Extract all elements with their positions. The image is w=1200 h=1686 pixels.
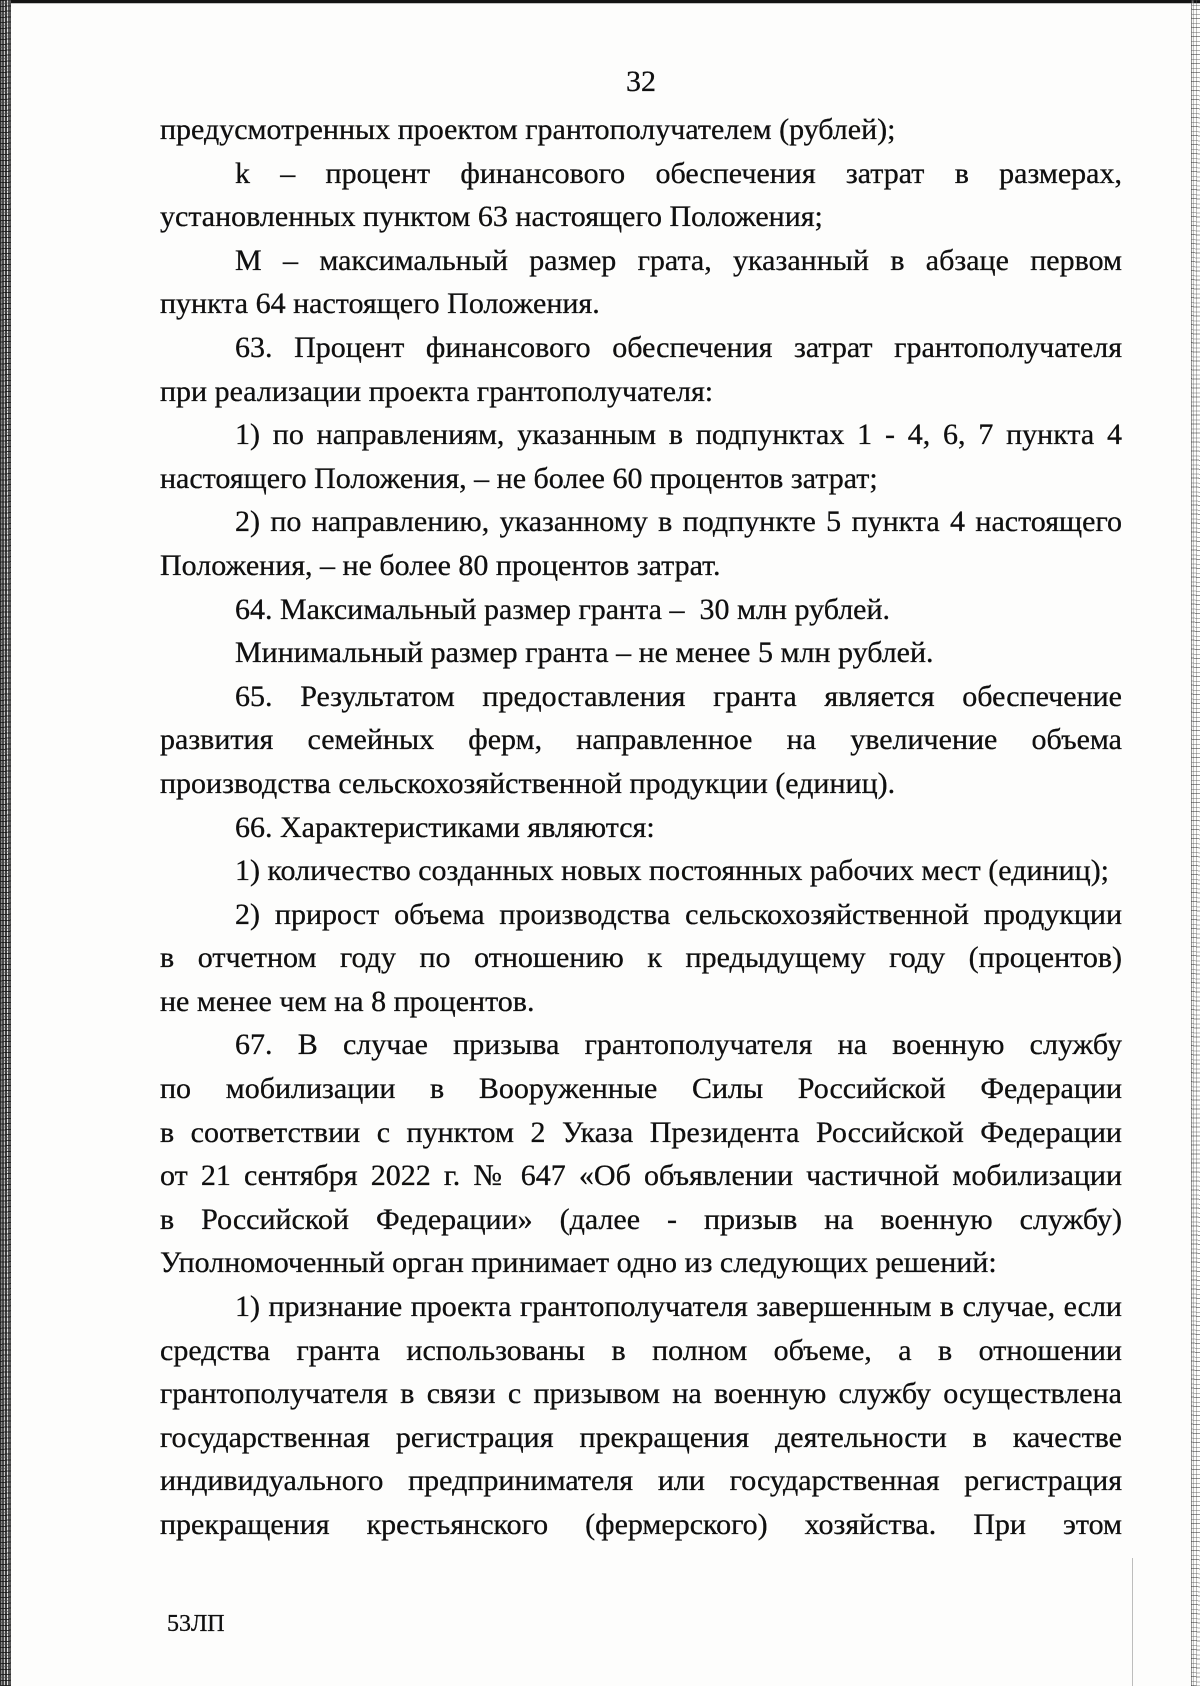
text-line: Положения, – не более 80 процентов затрат. <box>160 548 721 582</box>
text-line: 64. Максимальный размер гранта – 30 млн рублей. <box>235 592 891 626</box>
scan-artifact-top-line <box>0 0 1200 3</box>
text-line: производства сельскохозяйственной продукции (единиц). <box>160 766 896 800</box>
text-line: прекращения крестьянского (фермерского) хозяйства. При этом <box>160 1508 1122 1541</box>
text-line: 67. В случае призыва грантополучателя на военную службу <box>235 1028 1122 1062</box>
scan-artifact-right-edge <box>1191 0 1200 1686</box>
page-number: 32 <box>626 65 656 98</box>
text-line: 63. Процент финансового обеспечения затрат грантополучателя <box>235 330 1122 364</box>
text-line: 1) по направлениям, указанным в подпунктах 1 - 4, 6, 7 пункта 4 <box>235 418 1122 452</box>
text-line: установленных пунктом 63 настоящего Положения; <box>160 200 823 234</box>
text-line: Уполномоченный орган принимает одно из следующих решений: <box>160 1246 997 1280</box>
text-line: по мобилизации в Вооруженные Силы Российской Федерации <box>160 1072 1122 1106</box>
document-body <box>160 108 1122 1547</box>
text-line: в соответствии с пунктом 2 Указа Президента Российской Федерации <box>160 1115 1122 1149</box>
text-line: пункта 64 настоящего Положения. <box>160 287 600 321</box>
scan-artifact-fold-line <box>1132 1558 1133 1686</box>
text-line: в Российской Федерации» (далее - призыв на военную службу) <box>160 1202 1122 1236</box>
text-line: 2) по направлению, указанному в подпункте 5 пункта 4 настоящего <box>235 505 1122 539</box>
text-line: настоящего Положения, – не более 60 процентов затрат; <box>160 461 878 495</box>
text-line: 2) прирост объема производства сельскохозяйственной продукции <box>235 897 1122 931</box>
text-line: грантополучателя в связи с призывом на военную службу осуществлена <box>160 1377 1122 1411</box>
text-line: при реализации проекта грантополучателя: <box>160 374 714 408</box>
text-line: государственная регистрация прекращения деятельности в качестве <box>160 1420 1122 1454</box>
text-line: предусмотренных проектом грантополучателем (рублей); <box>160 113 896 146</box>
text-line: от 21 сентября 2022 г. № 647 «Об объявлении частичной мобилизации <box>160 1159 1122 1193</box>
text-line: k – процент финансового обеспечения затрат в размерах, <box>235 156 1122 190</box>
text-line: 1) признание проекта грантополучателя завершенным в случае, если <box>235 1290 1122 1324</box>
text-line: не менее чем на 8 процентов. <box>160 984 535 1018</box>
text-line: в отчетном году по отношению к предыдущему году (процентов) <box>160 941 1122 975</box>
text-line: 66. Характеристиками являются: <box>235 810 655 844</box>
scan-artifact-left-edge <box>0 0 11 1686</box>
text-line: М – максимальный размер грата, указанный в абзаце первом <box>235 243 1122 277</box>
text-line: индивидуального предпринимателя или государственная регистрация <box>160 1464 1122 1498</box>
text-line: Минимальный размер гранта – не менее 5 млн рублей. <box>235 636 934 670</box>
footer-code: 53ЛП <box>167 1611 225 1637</box>
text-line: 1) количество созданных новых постоянных рабочих мест (единиц); <box>235 854 1110 888</box>
text-line: 65. Результатом предоставления гранта является обеспечение <box>235 679 1122 713</box>
text-line: развития семейных ферм, направленное на увеличение объема <box>160 723 1122 757</box>
text-line: средства гранта использованы в полном объеме, а в отношении <box>160 1333 1122 1367</box>
